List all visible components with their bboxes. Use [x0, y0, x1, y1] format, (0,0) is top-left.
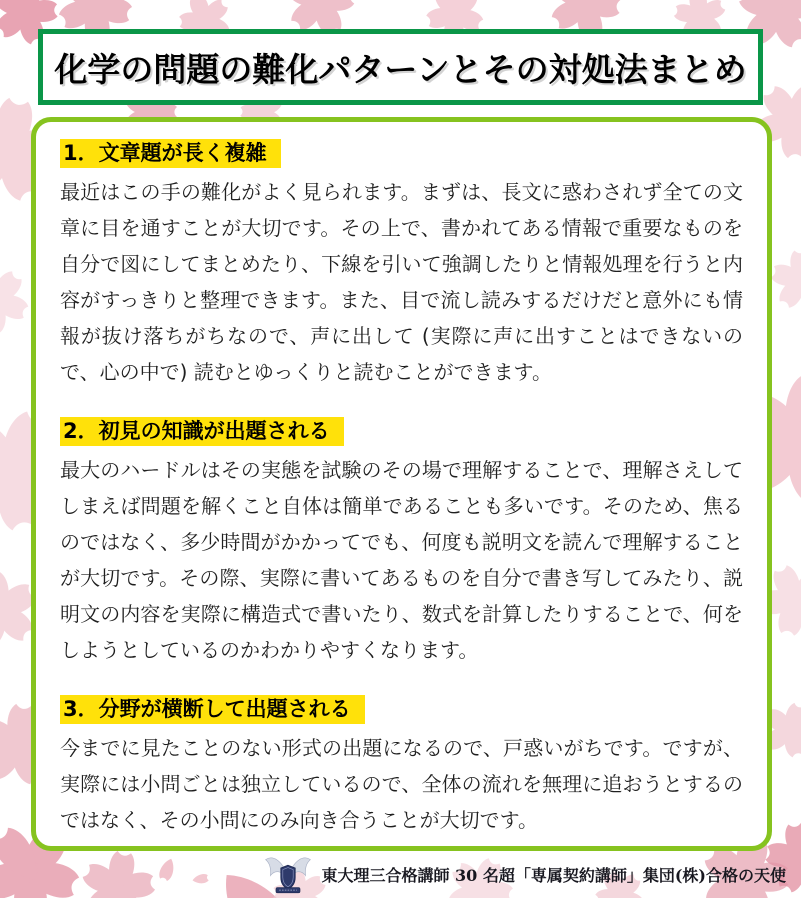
heading-highlight: 2．初見の知識が出題される [60, 417, 344, 446]
heading-highlight: 1．文章題が長く複雑 [60, 139, 281, 168]
section-1-heading [60, 138, 743, 168]
section-3-heading [60, 694, 743, 724]
section-2 [60, 416, 743, 668]
content-panel [31, 117, 772, 851]
section-2-body: 最大のハードルはその実態を試験のその場で理解することで、理解さえしてしまえば問題を解くこと自体は簡単であることも多いです。そのため、焦るのではなく、多少時間がかかってでも、何度も説明文を読んで理解することが大切です。その際、実際に書いてあるものを自分で書き写してみたり、説明文の内容を実際に構造式で書いたり、数式を計算したりすることで、何をしようとしているのかわかりやすくなります。 [60, 458, 743, 662]
section-1-body: 最近はこの手の難化がよく見られます。まずは、長文に惑わされず全ての文章に目を通すことが大切です。その上で、書かれてある情報で重要なものを自分で図にしてまとめたり、下線を引いて強調したりと情報処理を行うと内容がすっきりと整理できます。また、目で流し読みするだけだと意外にも情報が抜け落ちがちなので、声に出して (実際に声に出すことはできないので、心の中で) 読むとゆっくりと読むことができます。 [60, 180, 743, 384]
section-3 [60, 694, 743, 838]
title-banner [38, 29, 763, 105]
footer-credit: 東大理三合格講師 30 名超「専属契約講師」集団(株)合格の天使 [321, 865, 786, 885]
angel-crest-logo [264, 854, 312, 894]
section-1 [60, 138, 743, 390]
section-2-heading [60, 416, 743, 446]
page-title: 化学の問題の難化パターンとその対処法まとめ [54, 49, 747, 89]
heading-highlight: 3．分野が横断して出題される [60, 695, 365, 724]
section-3-body: 今までに見たことのない形式の出題になるので、戸惑いがちです。ですが、実際には小問ごとは独立しているので、全体の流れを無理に追おうとするのではなく、その小問にのみ向き合うことが大切です。 [60, 736, 743, 832]
footer [0, 852, 786, 896]
